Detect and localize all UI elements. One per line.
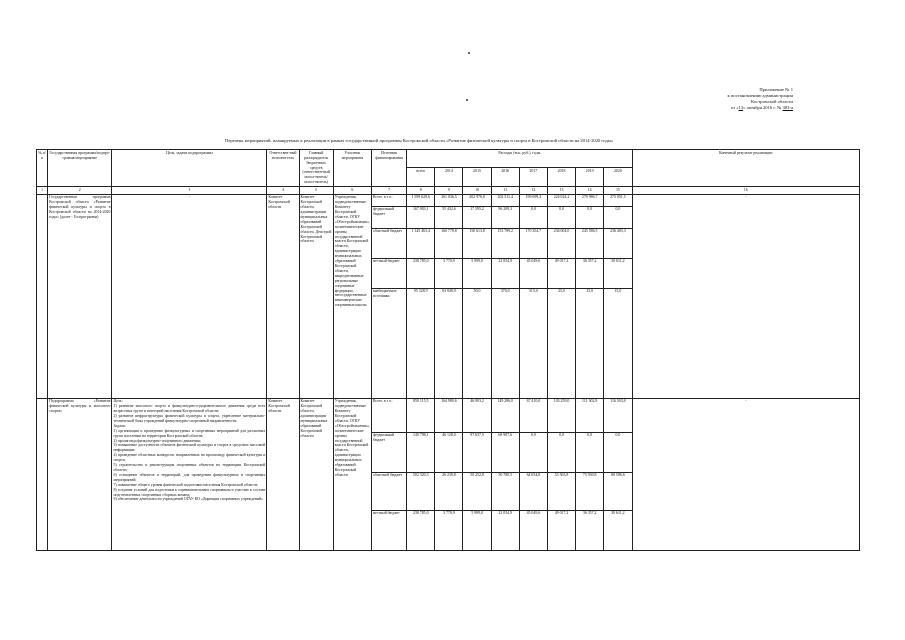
amount-cell: 0,0 — [547, 206, 575, 228]
funding-source: Всего, в т.ч.: — [371, 194, 406, 206]
funding-source: федеральный бюджет — [371, 206, 406, 228]
colnum: 7 — [371, 186, 406, 194]
amount-cell: 94 849,9 — [435, 288, 463, 398]
amount-cell: 36 357,2 — [576, 258, 604, 288]
goal-line: 3) повышение доступности объектов физической культуры и спорта в средствах массовой информации; — [113, 443, 266, 453]
program-name: Государственная программа Костромской области «Развитие физической культуры и спорта в Костромской области на 2014-2020 годы» (далее - Госпрограмма) — [48, 194, 112, 398]
column-number-row — [37, 186, 860, 194]
program-block — [37, 194, 860, 398]
amount-cell: 64 054,8 — [519, 472, 547, 510]
amount-cell: 36 357,2 — [576, 510, 604, 550]
scan-dot-top — [468, 52, 470, 54]
program-name: Подпрограмма «Развитие физической культуры и массового спорта» — [48, 398, 112, 550]
program-goal — [112, 398, 267, 550]
colnum: 14 — [576, 186, 604, 194]
amount-cell: 0,0 — [604, 432, 632, 472]
amount-cell: 0,0 — [519, 432, 547, 472]
colnum: 9 — [435, 186, 463, 194]
amount-cell: 238 785,0 — [407, 510, 435, 550]
amount-cell: 160 778,8 — [435, 228, 463, 258]
amount-cell: 96 209,3 — [491, 206, 519, 228]
measures-table — [36, 149, 860, 551]
amount-cell: 0,0 — [519, 206, 547, 228]
hdr-year: 2019 — [576, 168, 604, 187]
participants: Учреждения, подведомственные Комитету Костромской области, ОГКУ «Облстройзаказчик», политехнические органы государственной власти Костромской области, администрации муниципальных образований Костромской области, аккредитованные региональные спортивные федерации, негосударственные некоммерческие спортивные школы — [333, 194, 371, 398]
goal-line: Задачи: — [113, 423, 126, 428]
amount-cell: 167 003,1 — [407, 206, 435, 228]
row-number — [37, 194, 48, 398]
amount-cell: 49 017,2 — [547, 258, 575, 288]
colnum: 3 — [112, 186, 267, 194]
executor: Комитет Костромской области — [267, 194, 299, 398]
amount-cell: 370,0 — [491, 288, 519, 398]
goal-line: 1) развитие массового спорта и физкультурно-оздоровительного движения среди всех возрастных групп и категорий населения Костромской области; — [113, 404, 266, 414]
amount-cell: 45 049,6 — [519, 258, 547, 288]
amount-cell: 68 907,6 — [491, 432, 519, 472]
colnum: 11 — [491, 186, 519, 194]
hdr-source: Источник финансирования — [371, 150, 406, 187]
final-result: - — [632, 194, 860, 398]
approval-line-3: Костромской области — [750, 99, 793, 104]
colnum: 10 — [463, 186, 491, 194]
amount-cell: 15,0 — [576, 288, 604, 398]
hdr-result: Конечный результат реализации — [632, 150, 860, 187]
amount-cell: 3 770,9 — [435, 258, 463, 288]
goal-line: Цель: — [113, 399, 123, 404]
amount-cell: 153 789,2 — [491, 228, 519, 258]
approval-line-4: от «13» октября 2016 г. № 383-а — [730, 105, 793, 110]
approval-stamp — [643, 87, 793, 111]
amount-cell: 170 354,7 — [519, 228, 547, 258]
colnum: 13 — [547, 186, 575, 194]
funding-source: федеральный бюджет — [371, 432, 406, 472]
approval-line-1: Приложение № 1 — [759, 87, 793, 92]
colnum: 8 — [407, 186, 435, 194]
goal-line: 5) строительство и реконструкция спортивных объектов на территории Костромской области; — [113, 463, 266, 473]
amount-cell: 202 511,4 — [491, 194, 519, 206]
hdr-goal: Цель, задачи подпрограммы — [112, 150, 267, 187]
hdr-year: 2016 — [491, 168, 519, 187]
amount-cell: 46 128,0 — [435, 432, 463, 472]
amount-cell: 97 637,5 — [463, 432, 491, 472]
amount-cell: 45 049,6 — [519, 510, 547, 550]
funding-source: местный бюджет — [371, 510, 406, 550]
colnum: 4 — [267, 186, 299, 194]
amount-cell: 238 785,0 — [407, 258, 435, 288]
amount-cell: 149 286,0 — [491, 398, 519, 432]
amount-cell: 50 252,8 — [463, 472, 491, 510]
goal-line: 9) обеспечение деятельности учреждений ОГАУ КО «Дирекция спортивных учреждений» — [113, 497, 264, 502]
amount-cell: 5 999,0 — [463, 258, 491, 288]
goal-line: 2) пропаганда физкультурно-спортивного движения; — [113, 438, 201, 443]
program-goal: - — [112, 194, 267, 398]
hdr-participants: Участник мероприятия — [333, 150, 371, 187]
hdr-num: № п/п — [37, 150, 48, 187]
hdr-program: Государственная программа/подпро-грамма/мероприятие — [48, 150, 112, 187]
funding-source: областной бюджет — [371, 228, 406, 258]
goal-line: 6) оснащение объектов и территорий, для проведения физкультурных и спортивных мероприятий; — [113, 472, 266, 482]
amount-cell: 502 320,3 — [407, 472, 435, 510]
hdr-year: 2018 — [547, 168, 575, 187]
amount-cell: 279 986,7 — [576, 194, 604, 206]
amount-cell: 0,0 — [576, 206, 604, 228]
amount-cell: 5 999,0 — [463, 510, 491, 550]
amount-cell: 245 586,5 — [576, 228, 604, 258]
amount-cell: 3 770,9 — [435, 510, 463, 550]
colnum: 2 — [48, 186, 112, 194]
amount-cell: 80 586,6 — [604, 472, 632, 510]
amount-cell: 224 024,2 — [547, 194, 575, 206]
amount-cell: 361 036,5 — [435, 194, 463, 206]
goal-line: 8) создание условий для подготовки к соревновательным спортивным и участию в составе подготовленных спортивных сборных команд; — [113, 487, 266, 497]
amount-cell: 103 259,0 — [547, 398, 575, 432]
amount-cell: 30 611,2 — [604, 510, 632, 550]
goal-line: 7) повышение общего уровня физической подготовки населения Костромской области; — [113, 482, 258, 487]
amount-cell: 0,0 — [547, 432, 575, 472]
amount-cell: 22 054,9 — [491, 510, 519, 550]
amount-cell: 140 798,1 — [407, 432, 435, 472]
amount-cell: 15,0 — [604, 288, 632, 398]
amount-cell: 75 930,8 — [576, 472, 604, 510]
colnum: 15 — [604, 186, 632, 194]
scan-dot-mid — [466, 99, 468, 101]
header-row — [37, 150, 860, 168]
amount-cell: 199 699,3 — [519, 194, 547, 206]
amount-cell: 234 604,0 — [547, 228, 575, 258]
amount-cell: 49 017,2 — [547, 510, 575, 550]
budget-manager: Комитет Костромской области, администрации муниципальных образований Костромской области — [299, 398, 333, 550]
colnum: 16 — [632, 186, 860, 194]
amount-cell: 17 595,2 — [463, 206, 491, 228]
amount-cell: 275 051,5 — [604, 194, 632, 206]
hdr-year: 2015 — [463, 168, 491, 187]
hdr-expenses: Расходы (тыс. руб.), годы — [407, 150, 632, 168]
hdr-year: 2017 — [519, 168, 547, 187]
funding-source: внебюджетные источники — [371, 288, 406, 398]
colnum: 12 — [519, 186, 547, 194]
amount-cell: 50,0 — [463, 288, 491, 398]
approval-line-2: к постановлению администрации — [727, 93, 793, 98]
colnum: 1 — [37, 186, 48, 194]
amount-cell: 50 780,5 — [491, 472, 519, 510]
hdr-year: 2020 — [604, 168, 632, 187]
amount-cell: 1 345 463,4 — [407, 228, 435, 258]
finance-row — [37, 194, 860, 206]
goal-line: 4) проведение областных конкурсов, направленных на пропаганду физической культуры и спорта; — [113, 453, 266, 463]
amount-cell: 22 054,9 — [491, 258, 519, 288]
amount-cell: 67 410,0 — [519, 398, 547, 432]
subprogram-block — [37, 398, 860, 550]
finance-row — [37, 398, 860, 432]
funding-source: Всего, в т.ч.: — [371, 398, 406, 432]
funding-source: областной бюджет — [371, 472, 406, 510]
goal-line: 2) развитие инфраструктуры физической культуры и спорта, укрепление материально-технической базы учреждений физкультурно-спортивной направленности. — [113, 414, 266, 423]
amount-cell: 150 613,8 — [463, 228, 491, 258]
amount-cell: 850 115,5 — [407, 398, 435, 432]
budget-manager: Комитет Костромской области, администрации муниципальных образований Костромской области, Депстрой Костромской области — [299, 194, 333, 398]
amount-cell: 0,0 — [604, 206, 632, 228]
funding-source: местный бюджет — [371, 258, 406, 288]
amount-cell: 116 503,8 — [604, 398, 632, 432]
amount-cell: 315,0 — [519, 288, 547, 398]
executor: Комитет Костромской области — [267, 398, 299, 550]
amount-cell: 55 432,6 — [435, 206, 463, 228]
amount-cell: 202 976,8 — [463, 194, 491, 206]
colnum: 5 — [299, 186, 333, 194]
hdr-year: 2014 — [435, 168, 463, 187]
row-number — [37, 398, 48, 550]
amount-cell: 26 239,8 — [435, 472, 463, 510]
final-result: - — [632, 398, 860, 550]
document-title: Перечень мероприятий, планируемых к реализации в рамках государственной программы Костромской области «Развитие физической культуры и спорта в Костромской области на 2014-2020 годы» — [225, 138, 614, 143]
amount-cell: 46 903,2 — [463, 398, 491, 432]
colnum: 6 — [333, 186, 371, 194]
hdr-year: всего — [407, 168, 435, 187]
amount-cell: 236 403,3 — [604, 228, 632, 258]
hdr-executor: Ответствен-ный исполни-тель — [267, 150, 299, 187]
goal-line: 1) организация и проведение физкультурных и спортивных мероприятий для различных групп населения на территории Костромской области; — [113, 428, 266, 438]
amount-cell: 164 980,6 — [435, 398, 463, 432]
amount-cell: 1 599 629,6 — [407, 194, 435, 206]
participants: Учреждения, подведомственные Комитету Костромской области, ОГКУ «Облстройзаказчик», политехнические органы государственной власти Костромской области, администрации муниципальных образований Костромской области — [333, 398, 371, 550]
amount-cell: 53 563,8 — [547, 472, 575, 510]
amount-cell: 111 302,8 — [576, 398, 604, 432]
amount-cell: 30 611,2 — [604, 258, 632, 288]
hdr-manager: Главный распорядитель бюджетных средств (ответствен-ный испол-нитель/испол-нитель) — [299, 150, 333, 187]
amount-cell: 95 328,9 — [407, 288, 435, 398]
amount-cell: 25,0 — [547, 288, 575, 398]
amount-cell: 0,0 — [576, 432, 604, 472]
